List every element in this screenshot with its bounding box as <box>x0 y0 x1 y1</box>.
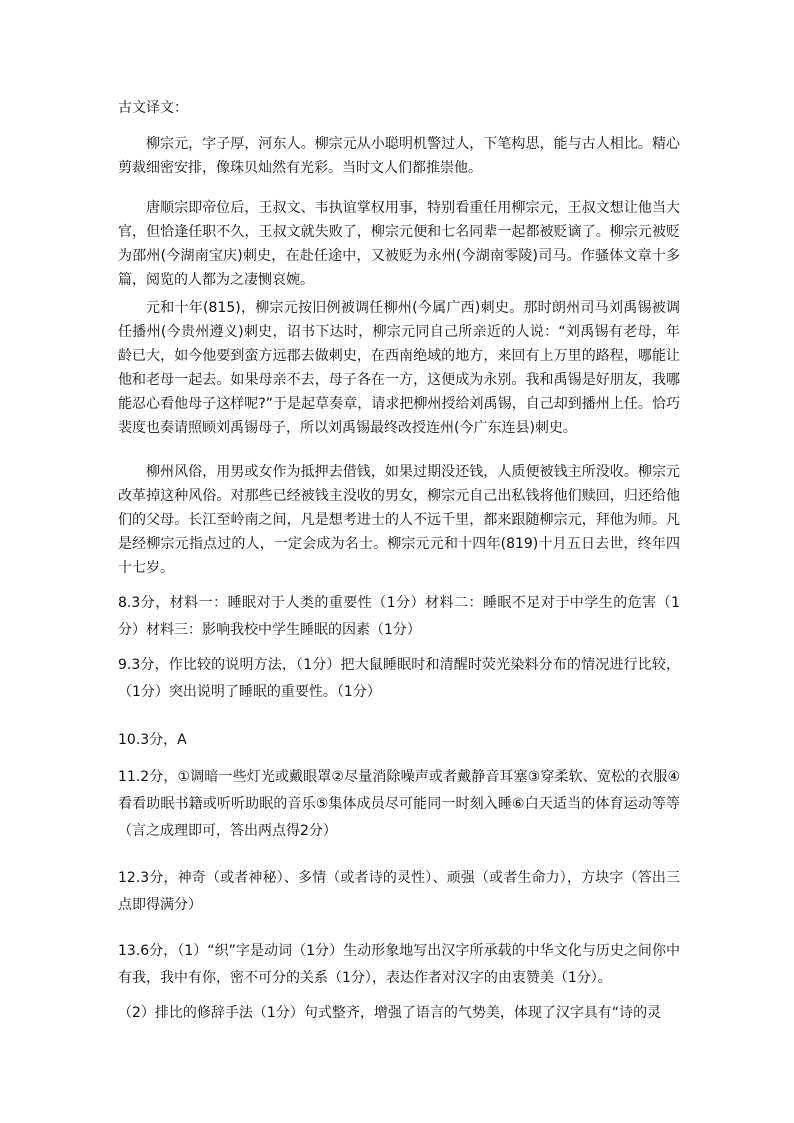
translation-heading: 古文译文： <box>118 100 188 116</box>
translation-paragraph-4: 柳州风俗，用男或女作为抵押去借钱，如果过期没还钱，人质便被钱主所没收。柳宗元改革掉这种风俗。对那些已经被钱主没收的男女，柳宗元自己出私钱将他们赎回，归还给他们的父母。长江至岭南之间，凡是想考进士的人不远千里，都来跟随柳宗元，拜他为师。凡是经柳宗元指点过的人，一定会成为名士。柳宗元元和十四年(819)十月五日去世，终年四十七岁。 <box>118 464 680 576</box>
translation-paragraph-2: 唐顺宗即帝位后，王叔文、韦执谊掌权用事，特别看重任用柳宗元，王叔文想让他当大官，但恰逢任职不久，王叔文就失败了，柳宗元便和七名同辈一起都被贬谪了。柳宗元被贬为邵州(今湖南宝庆)刺史，在赴任途中，又被贬为永州(今湖南零陵)司马。作骚体文章十多篇，阅览的人都为之凄恻哀婉。 <box>118 200 680 288</box>
translation-paragraph-3: 元和十年(815)，柳宗元按旧例被调任柳州(今属广西)刺史。那时朗州司马刘禹锡被调任播州(今贵州遵义)刺史，诏书下达时，柳宗元同自己所亲近的人说：“刘禹锡有老母，年龄已大，如今他要到蛮方远郡去做刺史，在西南绝域的地方，来回有上万里的路程，哪能让他和老母一起去。如果母亲不去，母子各在一方，这便成为永别。我和禹锡是好朋友，我哪能忍心看他母子这样呢?”于是起草奏章，请求把柳州授给刘禹锡，自己却到播州上任。恰巧裴度也奏请照顾刘禹锡母子，所以刘禹锡最终改授连州(今广东连县)刺史。 <box>118 300 680 436</box>
answer-11: 11.2分，①调暗一些灯光或戴眼罩②尽量消除噪声或者戴静音耳塞③穿柔软、宽松的衣服④看看助眠书籍或听听助眠的音乐⑤集体成员尽可能同一时刻入睡⑥白天适当的体育运动等等（言之成理即可，答出两点得2分） <box>118 769 680 839</box>
answer-13-part-1: 13.6分，（1）“织”字是动词（1分）生动形象地写出汉字所承载的中华文化与历史之间你中有我，我中有你，密不可分的关系（1分），表达作者对汉字的由衷赞美（1分）。 <box>118 943 680 986</box>
translation-paragraph-1: 柳宗元，字子厚，河东人。柳宗元从小聪明机警过人，下笔构思，能与古人相比。精心剪裁细密安排，像珠贝灿然有光彩。当时文人们都推崇他。 <box>118 136 680 176</box>
answer-10: 10.3分，A <box>118 732 187 748</box>
answer-8: 8.3分，材料一：睡眠对于人类的重要性（1分）材料二：睡眠不足对于中学生的危害（1分）材料三：影响我校中学生睡眠的因素（1分） <box>118 595 680 638</box>
answer-12: 12.3分，神奇（或者神秘）、多情（或者诗的灵性）、顽强（或者生命力），方块字（答出三点即得满分） <box>118 870 680 913</box>
answer-9: 9.3分，作比较的说明方法，（1分）把大鼠睡眠时和清醒时荧光染料分布的情况进行比较，（1分）突出说明了睡眠的重要性。（1分） <box>118 657 680 700</box>
answer-13-part-2: （2）排比的修辞手法（1分）句式整齐，增强了语言的气势美，体现了汉字具有“诗的灵 <box>118 1005 662 1021</box>
